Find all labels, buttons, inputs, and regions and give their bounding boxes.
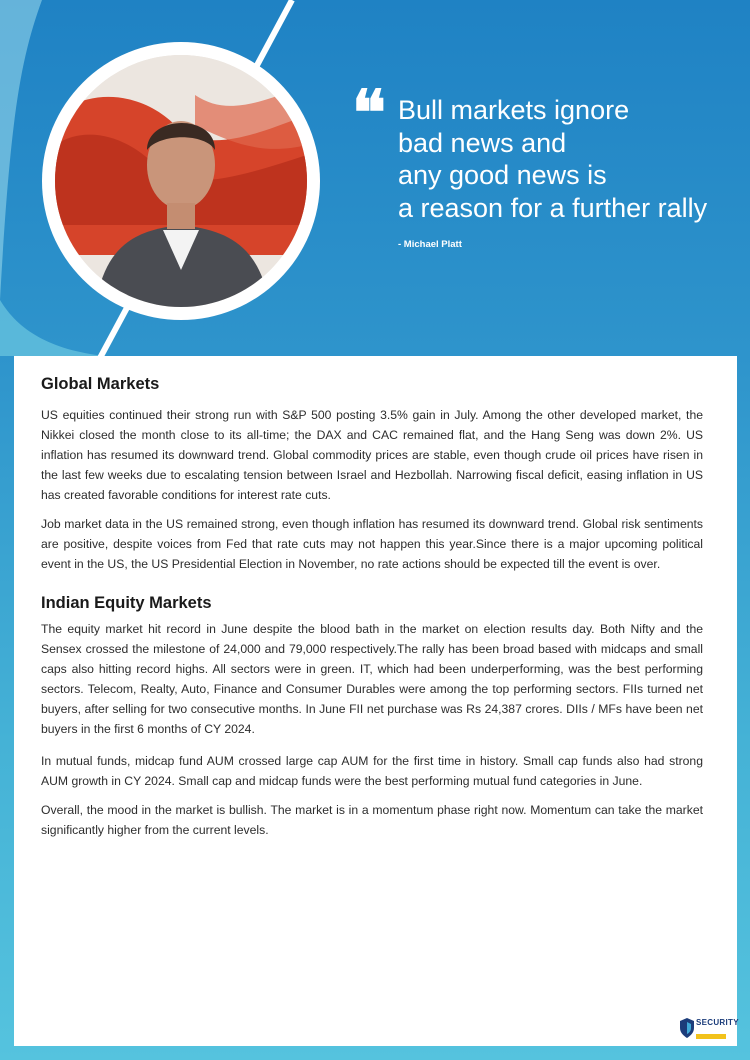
paragraph: Overall, the mood in the market is bullish. The market is in a momentum phase right now. Momentum can take the market significantly higher from the current levels. <box>41 803 703 837</box>
paragraph: Job market data in the US remained strong, even though inflation has resumed its downward trend. Global risk sentiments are positive, despite voices from Fed that rate cuts may not happen this year.Since there is a major upcoming political event in the US, the US Presidential Election in November, no rate actions should be expected till the event is over. <box>41 517 703 571</box>
author-portrait <box>55 55 307 307</box>
quote-mark-icon: ❛❛ <box>352 76 380 149</box>
light-wave-shape <box>0 0 42 300</box>
paragraph: In mutual funds, midcap fund AUM crossed large cap AUM for the first time in history. Small cap funds also had strong AUM growth in CY 2024. Small cap and midcap funds were the best performing mutual fund categories in June. <box>41 754 703 788</box>
shield-icon <box>680 1018 694 1038</box>
content-card <box>14 356 737 1046</box>
article-content <box>41 374 703 849</box>
quote-author: - Michael Platt <box>398 239 462 250</box>
pull-quote <box>398 94 738 224</box>
quote-line: bad news and <box>398 127 567 158</box>
quote-line: a reason for a further rally <box>398 192 708 223</box>
company-logo <box>680 1016 739 1042</box>
quote-line: any good news is <box>398 160 607 190</box>
quote-line: Bull markets ignore <box>398 95 630 125</box>
paragraph: The equity market hit record in June despite the blood bath in the market on election results day. Both Nifty and the Sensex crossed the milestone of 24,000 and 79,000 respectively.The rally has been broad based with midcaps and small caps also hitting record highs. All sectors were in green. IT, which had been underperforming, was the best performing sectors. Telecom, Realty, Auto, Finance and Consumer Durables were among the top performing sectors. FIIs turned net buyers, after selling for two consecutive months. In June FII net purchase was Rs 24,387 crores. DIIs / MFs have been net buyers in the first 6 months of CY 2024. <box>41 622 703 736</box>
logo-banner <box>696 1034 726 1039</box>
section-title-global-markets: Global Markets <box>41 375 160 393</box>
section-title-indian-equity-markets: Indian Equity Markets <box>41 594 212 612</box>
light-wave-shape-lower <box>0 300 105 356</box>
paragraph: US equities continued their strong run with S&P 500 posting 3.5% gain in July. Among the other developed market, the Nikkei closed the month close to its all-time; the DAX and CAC remained flat, and the Hang Seng was down 2%. US inflation has resumed its downward trend. Global commodity prices are stable, even though crude oil prices have risen in the last few weeks due to escalating tension between Israel and Hezbollah. Narrowing fiscal deficit, easing inflation in US has created favorable conditions for interest rate cuts. <box>41 408 703 502</box>
logo-text: SECURITY <box>696 1018 739 1027</box>
